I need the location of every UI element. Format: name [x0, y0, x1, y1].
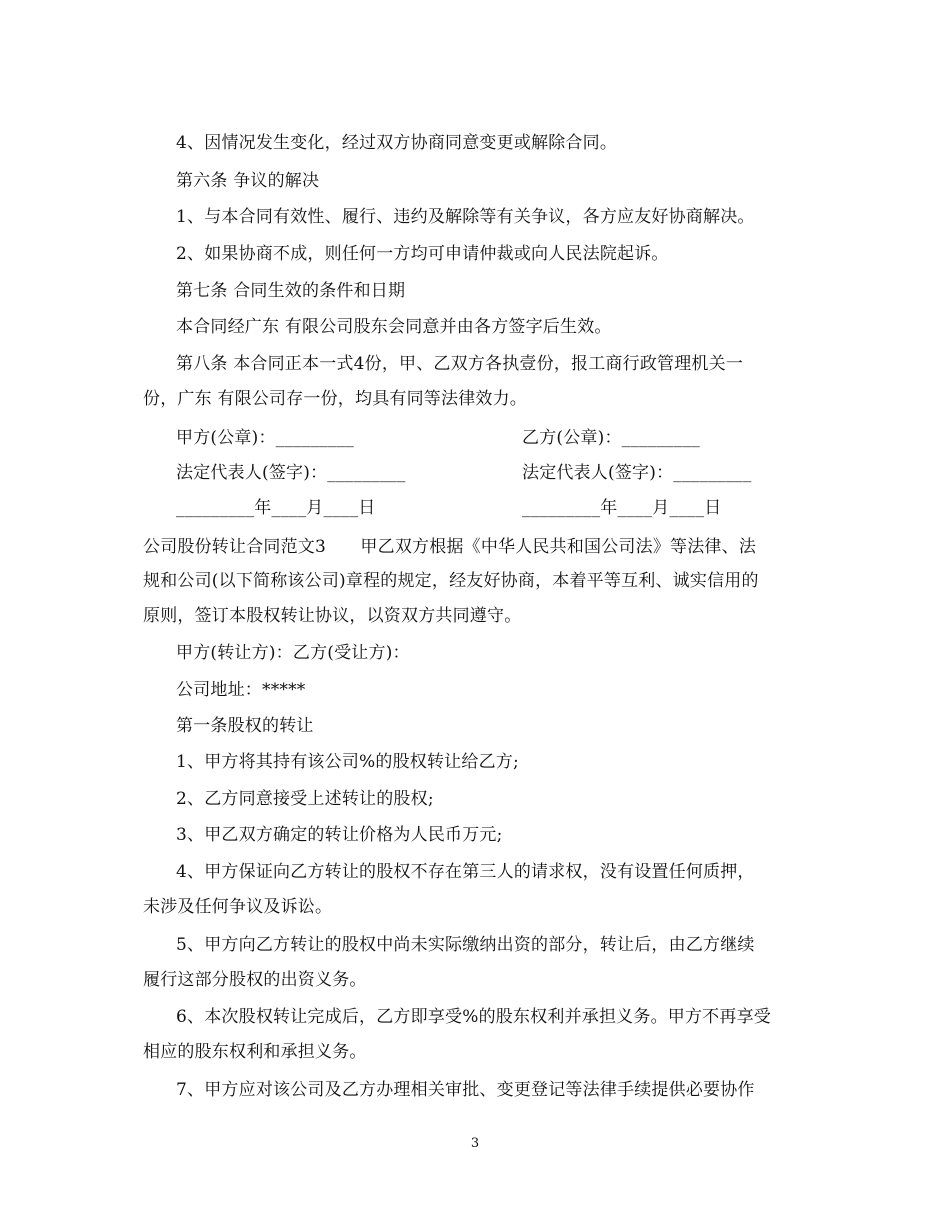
signature-party-a-seal: 甲方(公章)：_________ [176, 428, 354, 448]
transfer-item-4-line-1: 4、甲方保证向乙方转让的股权不存在第三人的请求权，没有设置任何质押， [176, 862, 755, 882]
signature-party-b-seal: 乙方(公章)：_________ [522, 428, 700, 448]
paragraph-article-7: 本合同经广东 有限公司股东会同意并由各方签字后生效。 [176, 317, 612, 337]
transfer-item-5-line-2: 履行这部分股权的出资义务。 [143, 970, 367, 990]
transfer-item-4-line-2: 未涉及任何争议及诉讼。 [143, 897, 333, 917]
company-address-line: 公司地址：***** [176, 680, 306, 700]
transfer-item-7-line-1: 7、甲方应对该公司及乙方办理相关审批、变更登记等法律手续提供必要协作 [176, 1080, 755, 1100]
page-number: 3 [470, 1136, 480, 1151]
transfer-item-5-line-1: 5、甲方向乙方转让的股权中尚未实际缴纳出资的部分，转让后，由乙方继续 [176, 935, 755, 955]
transfer-item-3: 3、甲乙双方确定的转让价格为人民币万元; [176, 825, 503, 845]
signature-party-b-representative: 法定代表人(签字)：_________ [522, 463, 752, 483]
sample-3-intro-line-1: 公司股份转让合同范文3 甲乙双方根据《中华人民共和国公司法》等法律、法 [143, 537, 757, 557]
signature-party-b-date: _________年____月____日 [522, 498, 722, 518]
article-6-heading: 第六条 争议的解决 [176, 171, 320, 191]
article-1-heading: 第一条股权的转让 [176, 716, 314, 736]
article-7-heading: 第七条 合同生效的条件和日期 [176, 281, 406, 301]
transfer-item-6-line-2: 相应的股东权利和承担义务。 [143, 1042, 367, 1062]
signature-party-a-representative: 法定代表人(签字)：_________ [176, 463, 406, 483]
sample-3-intro-line-2: 规和公司(以下简称该公司)章程的规定，经友好协商，本着平等互利、诚实信用的 [143, 571, 759, 591]
sample-3-intro-line-3: 原则，签订本股权转让协议，以资双方共同遵守。 [143, 606, 522, 626]
paragraph-article-8-line-2: 份，广东 有限公司存一份，均具有同等法律效力。 [143, 389, 528, 409]
paragraph-clause-5-item-4: 4、因情况发生变化，经过双方协商同意变更或解除合同。 [176, 133, 618, 153]
paragraph-article-8-line-1: 第八条 本合同正本一式4份，甲、乙双方各执壹份，报工商行政管理机关一 [176, 354, 744, 374]
transfer-item-1: 1、甲方将其持有该公司%的股权转让给乙方; [176, 752, 519, 772]
transfer-item-6-line-1: 6、本次股权转让完成后，乙方即享受%的股东权利并承担义务。甲方不再享受 [176, 1007, 771, 1027]
transfer-item-2: 2、乙方同意接受上述转让的股权; [176, 789, 434, 809]
paragraph-clause-6-item-2: 2、如果协商不成，则任何一方均可申请仲裁或向人民法院起诉。 [176, 244, 669, 264]
paragraph-clause-6-item-1: 1、与本合同有效性、履行、违约及解除等有关争议，各方应友好协商解决。 [176, 207, 755, 227]
parties-line: 甲方(转让方)：乙方(受让方)： [176, 643, 410, 663]
signature-party-a-date: _________年____月____日 [176, 498, 376, 518]
